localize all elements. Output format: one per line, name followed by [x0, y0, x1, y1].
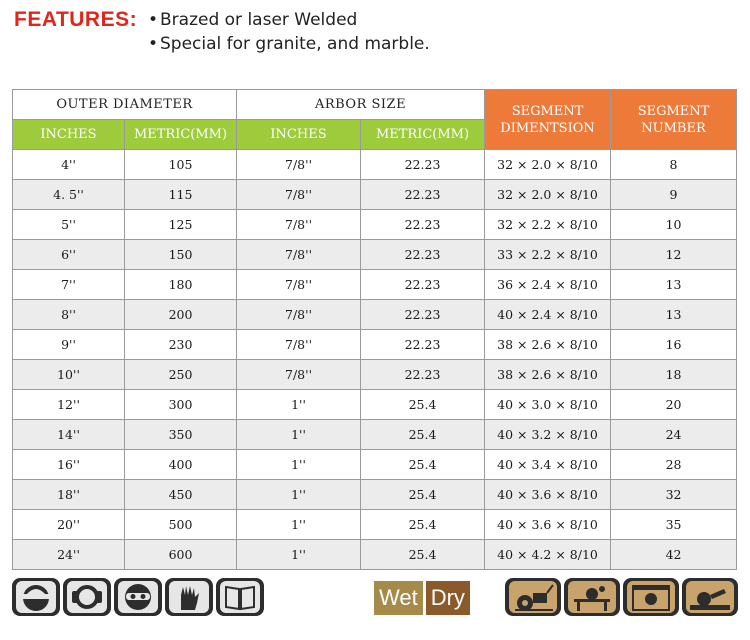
- table-row: [13, 390, 737, 420]
- od-metric-cell: 350: [125, 420, 237, 450]
- arbor-metric-cell: 22.23: [361, 210, 485, 240]
- od-inches-cell: 6'': [13, 240, 125, 270]
- od-inches-cell: 4. 5'': [13, 180, 125, 210]
- segment-dimension-cell: 38 × 2.6 × 8/10: [485, 330, 611, 360]
- table-row: [13, 150, 737, 180]
- arbor-metric-cell: 22.23: [361, 270, 485, 300]
- segment-number-header: SEGMENT NUMBER: [611, 90, 737, 150]
- segment-number-cell: 16: [611, 330, 737, 360]
- od-inches-cell: 16'': [13, 450, 125, 480]
- segment-number-cell: 18: [611, 360, 737, 390]
- walk-behind-saw-icon: [505, 578, 561, 616]
- od-inches-cell: 10'': [13, 360, 125, 390]
- od-metric-cell: 500: [125, 510, 237, 540]
- od-metric-cell: 150: [125, 240, 237, 270]
- arbor-metric-cell: 25.4: [361, 540, 485, 570]
- usage-badges: [374, 581, 470, 615]
- manual-book-icon: [216, 578, 264, 616]
- arbor-inches-cell: 1'': [237, 420, 361, 450]
- od-inches-cell: 18'': [13, 480, 125, 510]
- segment-number-cell: 10: [611, 210, 737, 240]
- segment-number-cell: 13: [611, 270, 737, 300]
- arbor-inches-cell: 1'': [237, 540, 361, 570]
- od-metric-header: METRIC(MM): [125, 120, 237, 150]
- segment-dimension-cell: 33 × 2.2 × 8/10: [485, 240, 611, 270]
- segment-number-cell: 35: [611, 510, 737, 540]
- outer-diameter-header: OUTER DIAMETER: [13, 90, 237, 120]
- arbor-metric-cell: 22.23: [361, 330, 485, 360]
- gloves-icon: [165, 578, 213, 616]
- feature-item: • Special for granite, and marble.: [148, 34, 430, 54]
- od-metric-cell: 105: [125, 150, 237, 180]
- arbor-inches-cell: 7/8'': [237, 150, 361, 180]
- spec-table: [12, 89, 737, 570]
- table-row: [13, 420, 737, 450]
- arbor-inches-cell: 1'': [237, 390, 361, 420]
- od-inches-cell: 24'': [13, 540, 125, 570]
- arbor-metric-cell: 25.4: [361, 420, 485, 450]
- hard-hat-icon: [12, 578, 60, 616]
- od-inches-cell: 9'': [13, 330, 125, 360]
- arbor-metric-cell: 25.4: [361, 450, 485, 480]
- arbor-inches-cell: 7/8'': [237, 210, 361, 240]
- arbor-inches-cell: 7/8'': [237, 360, 361, 390]
- bridge-saw-icon: [623, 578, 679, 616]
- od-inches-cell: 12'': [13, 390, 125, 420]
- arbor-metric-cell: 25.4: [361, 390, 485, 420]
- table-row: [13, 270, 737, 300]
- arbor-metric-cell: 22.23: [361, 360, 485, 390]
- arbor-inches-cell: 1'': [237, 480, 361, 510]
- od-inches-cell: 8'': [13, 300, 125, 330]
- segment-dimension-cell: 40 × 2.4 × 8/10: [485, 300, 611, 330]
- od-metric-cell: 400: [125, 450, 237, 480]
- od-metric-cell: 230: [125, 330, 237, 360]
- segment-dimension-cell: 32 × 2.0 × 8/10: [485, 150, 611, 180]
- table-row: [13, 210, 737, 240]
- features-list: [148, 8, 430, 56]
- segment-dimension-cell: 40 × 3.2 × 8/10: [485, 420, 611, 450]
- segment-number-cell: 20: [611, 390, 737, 420]
- arbor-inches-cell: 7/8'': [237, 240, 361, 270]
- arbor-metric-cell: 22.23: [361, 240, 485, 270]
- table-row: [13, 360, 737, 390]
- od-inches-header: INCHES: [13, 120, 125, 150]
- ear-protection-icon: [63, 578, 111, 616]
- arbor-metric-cell: 22.23: [361, 180, 485, 210]
- features-title: FEATURES:: [14, 8, 138, 31]
- segment-number-cell: 13: [611, 300, 737, 330]
- wet-badge: Wet: [374, 581, 423, 615]
- arbor-inches-cell: 7/8'': [237, 330, 361, 360]
- segment-dimension-cell: 40 × 4.2 × 8/10: [485, 540, 611, 570]
- arbor-inches-cell: 1'': [237, 510, 361, 540]
- table-row: [13, 540, 737, 570]
- od-metric-cell: 115: [125, 180, 237, 210]
- od-metric-cell: 125: [125, 210, 237, 240]
- table-saw-icon: [564, 578, 620, 616]
- dry-badge: Dry: [426, 581, 470, 615]
- arbor-inches-header: INCHES: [237, 120, 361, 150]
- od-metric-cell: 300: [125, 390, 237, 420]
- table-row: [13, 240, 737, 270]
- od-inches-cell: 7'': [13, 270, 125, 300]
- od-inches-cell: 5'': [13, 210, 125, 240]
- segment-number-cell: 42: [611, 540, 737, 570]
- segment-number-cell: 8: [611, 150, 737, 180]
- arbor-metric-header: METRIC(MM): [361, 120, 485, 150]
- arbor-metric-cell: 25.4: [361, 480, 485, 510]
- segment-dimension-cell: 40 × 3.4 × 8/10: [485, 450, 611, 480]
- arbor-inches-cell: 1'': [237, 450, 361, 480]
- od-metric-cell: 180: [125, 270, 237, 300]
- arbor-inches-cell: 7/8'': [237, 180, 361, 210]
- table-row: [13, 330, 737, 360]
- table-row: [13, 180, 737, 210]
- table-row: [13, 480, 737, 510]
- safety-goggles-icon: [114, 578, 162, 616]
- table-row: [13, 510, 737, 540]
- arbor-size-header: ARBOR SIZE: [237, 90, 485, 120]
- segment-dimension-cell: 38 × 2.6 × 8/10: [485, 360, 611, 390]
- segment-number-cell: 9: [611, 180, 737, 210]
- od-metric-cell: 250: [125, 360, 237, 390]
- arbor-metric-cell: 25.4: [361, 510, 485, 540]
- segment-number-cell: 32: [611, 480, 737, 510]
- segment-dimension-cell: 40 × 3.6 × 8/10: [485, 480, 611, 510]
- arbor-metric-cell: 22.23: [361, 300, 485, 330]
- arbor-inches-cell: 7/8'': [237, 300, 361, 330]
- od-inches-cell: 20'': [13, 510, 125, 540]
- od-inches-cell: 14'': [13, 420, 125, 450]
- segment-number-cell: 24: [611, 420, 737, 450]
- arbor-metric-cell: 22.23: [361, 150, 485, 180]
- segment-dimension-cell: 40 × 3.0 × 8/10: [485, 390, 611, 420]
- segment-dimension-cell: 32 × 2.2 × 8/10: [485, 210, 611, 240]
- table-row: [13, 300, 737, 330]
- arbor-inches-cell: 7/8'': [237, 270, 361, 300]
- segment-number-cell: 12: [611, 240, 737, 270]
- segment-dimension-header: SEGMENT DIMENTSION: [485, 90, 611, 150]
- segment-dimension-cell: 36 × 2.4 × 8/10: [485, 270, 611, 300]
- feature-item: • Brazed or laser Welded: [148, 10, 358, 30]
- segment-dimension-cell: 32 × 2.0 × 8/10: [485, 180, 611, 210]
- od-metric-cell: 450: [125, 480, 237, 510]
- table-row: [13, 450, 737, 480]
- handheld-saw-icon: [682, 578, 738, 616]
- segment-dimension-cell: 40 × 3.6 × 8/10: [485, 510, 611, 540]
- od-metric-cell: 200: [125, 300, 237, 330]
- segment-number-cell: 28: [611, 450, 737, 480]
- od-inches-cell: 4'': [13, 150, 125, 180]
- od-metric-cell: 600: [125, 540, 237, 570]
